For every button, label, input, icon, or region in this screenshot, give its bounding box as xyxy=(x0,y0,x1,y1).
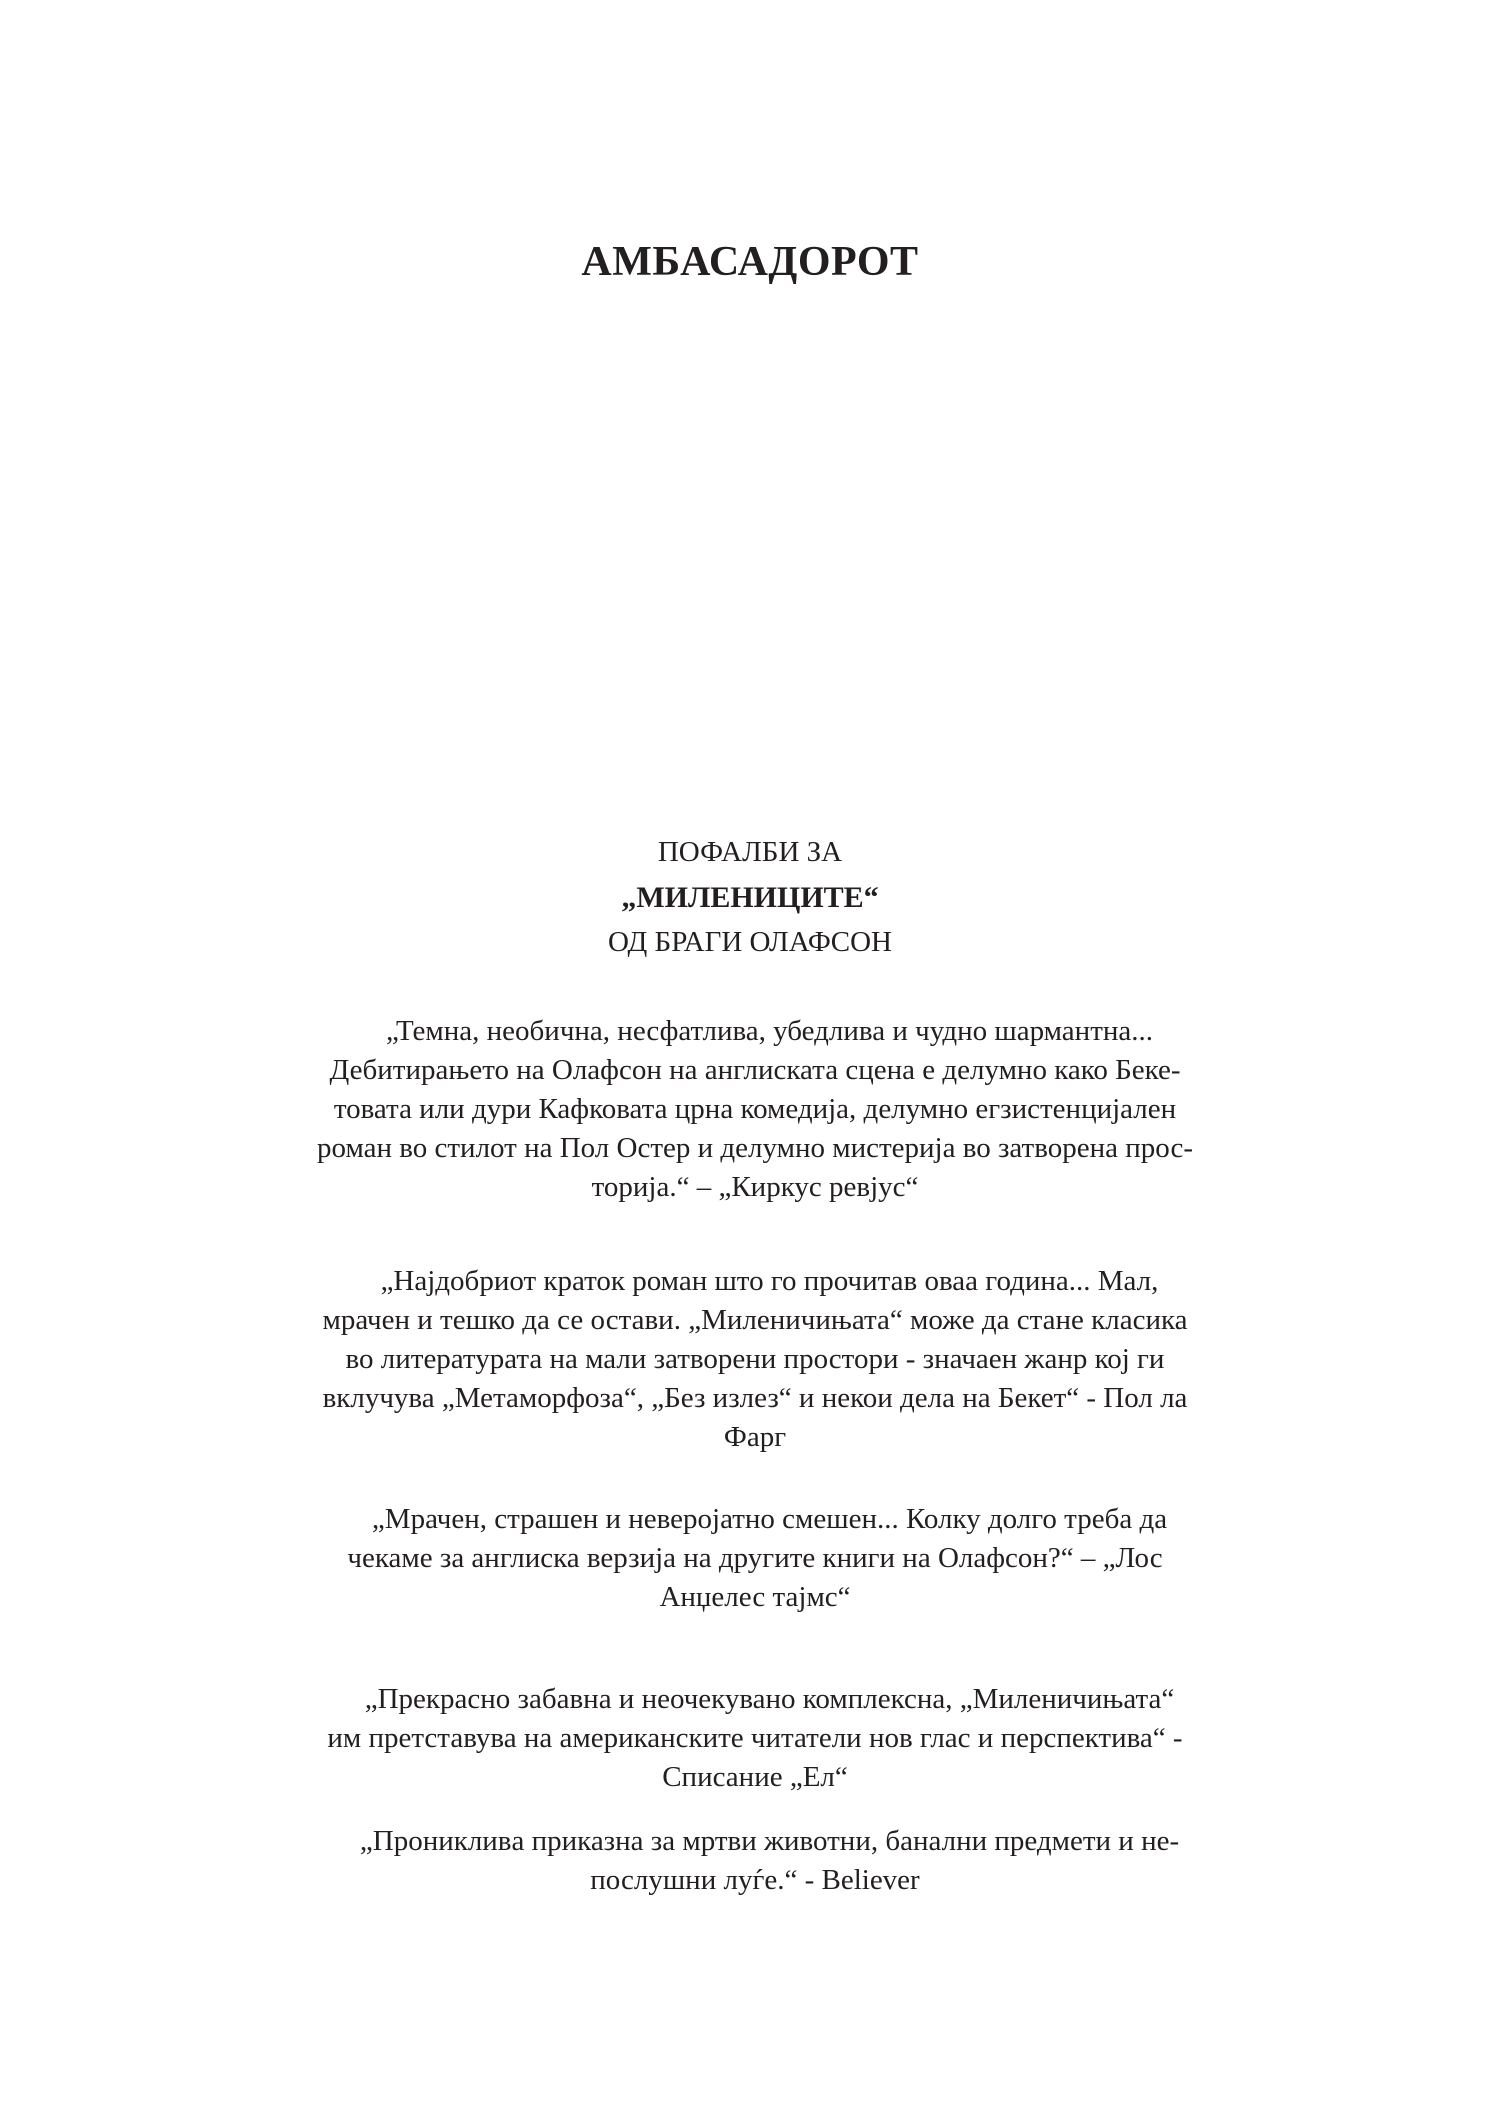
praise-header xyxy=(0,830,1500,965)
quote-line: торија.“ – „Киркус ревјус“ xyxy=(591,1171,919,1203)
praise-header-label: ПОФАЛБИ ЗА xyxy=(657,836,843,868)
quote-line: мрачен и тешко да се остави. „Миленичињата“ може да стане класика xyxy=(322,1304,1188,1336)
quote-line: Списание „Ел“ xyxy=(662,1761,848,1793)
quote-line: „Мрачен, страшен и неверојатно смешен... Колку долго треба да xyxy=(342,1503,1168,1535)
quote-line: Дебитирањето на Олафсон на англиската сцена е делумно како Беке- xyxy=(329,1054,1181,1086)
quote-line: Фарг xyxy=(723,1421,787,1453)
review-quote xyxy=(250,1680,1260,1797)
review-quote xyxy=(250,1500,1260,1617)
review-quote xyxy=(250,1262,1260,1457)
quote-line: Анџелес тајмс“ xyxy=(659,1581,851,1613)
quote-line: „Темна, необична, несфатлива, убедлива и чудно шармантна... xyxy=(356,1015,1154,1047)
quote-line: вклучува „Метаморфоза“, „Без излез“ и некои дела на Бекет“ - Пол ла xyxy=(322,1382,1188,1414)
quote-line: „Прекрасно забавна и неочекувано комплексна, „Миленичињата“ xyxy=(335,1683,1175,1715)
quote-line: „Проникливa приказна за мртви животни, банални предмети и не- xyxy=(330,1825,1180,1857)
review-quote xyxy=(250,1822,1260,1900)
quote-line: во литературата на мали затворени простори - значаен жанр кој ги xyxy=(345,1343,1165,1375)
quote-line: товата или дури Кафковата црна комедија, делумно егзистенцијален xyxy=(333,1093,1177,1125)
praise-header-author: ОД БРАГИ ОЛАФСОН xyxy=(608,926,892,958)
quote-line: роман во стилот на Пол Остер и делумно мистерија во затворена прос- xyxy=(317,1132,1193,1164)
quote-line: „Најдобриот краток роман што го прочитав оваа година... Мал, xyxy=(351,1265,1159,1297)
quote-line: чекаме за англиска верзија на другите книги на Олафсон?“ – „Лос xyxy=(347,1542,1163,1574)
book-title: АМБАСАДОРОТ xyxy=(581,239,919,285)
quote-line: послушни луѓе.“ - Believer xyxy=(590,1864,920,1896)
review-quote xyxy=(250,1012,1260,1207)
quote-line: им претставува на американските читатели нов глас и перспектива“ - xyxy=(327,1722,1183,1754)
praised-book-title: „МИЛЕНИЦИТЕ“ xyxy=(621,881,879,914)
